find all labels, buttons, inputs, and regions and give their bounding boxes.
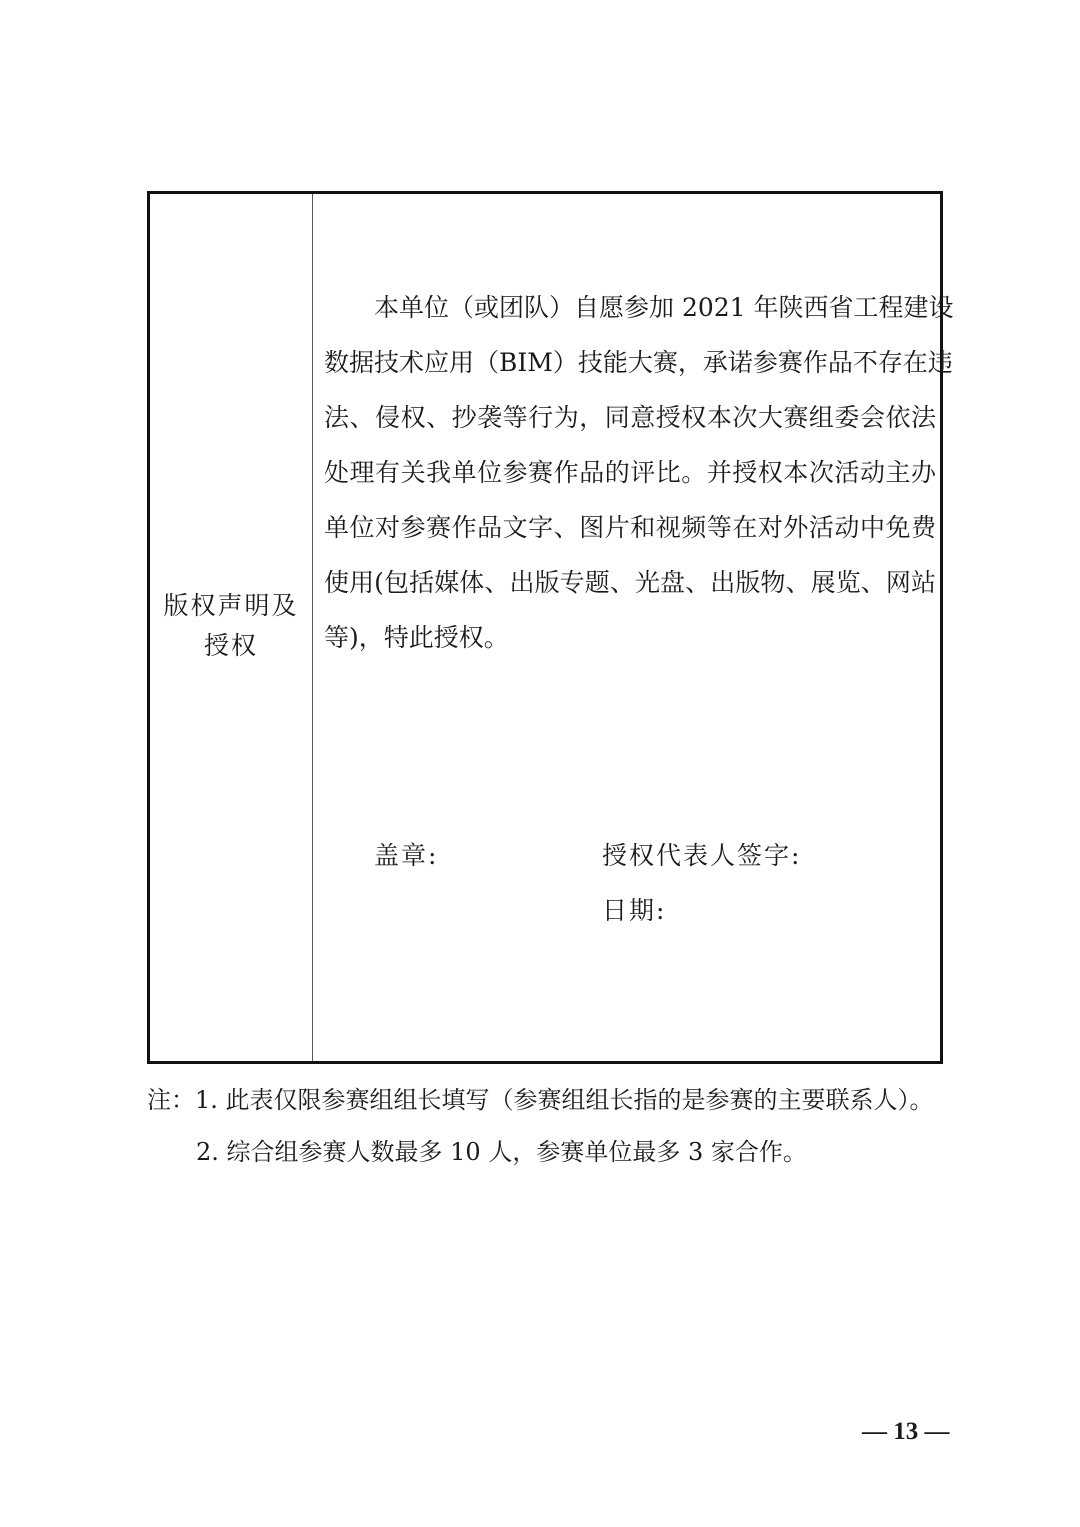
page-number: — 13 — bbox=[862, 1418, 950, 1445]
representative-signature-label: 授权代表人签字: bbox=[602, 841, 802, 870]
row-label-line-2: 授权 bbox=[203, 631, 258, 660]
paragraph-line: 单位对参赛作品文字、图片和视频等在对外活动中免费 bbox=[324, 513, 936, 542]
paragraph-line: 数据技术应用（BIM）技能大赛，承诺参赛作品不存在违 bbox=[324, 348, 953, 377]
date-label: 日期: bbox=[602, 896, 667, 925]
paragraph-line: 使用(包括媒体、出版专题、光盘、出版物、展览、网站 bbox=[324, 568, 936, 597]
row-label-cell bbox=[150, 586, 312, 666]
paragraph-line: 法、侵权、抄袭等行为，同意授权本次大赛组委会依法 bbox=[324, 403, 936, 432]
statement-paragraph bbox=[324, 280, 954, 665]
paragraph-line: 本单位（或团队）自愿参加 2021 年陕西省工程建设 bbox=[374, 293, 954, 322]
paragraph-line: 等)，特此授权。 bbox=[324, 623, 509, 652]
row-label-line-1: 版权声明及 bbox=[163, 591, 299, 620]
authorization-table bbox=[147, 191, 954, 1064]
column-divider bbox=[312, 194, 313, 1061]
seal-label: 盖章: bbox=[374, 841, 439, 870]
note-line-2: 2. 综合组参赛人数最多 10 人，参赛单位最多 3 家合作。 bbox=[196, 1138, 807, 1166]
paragraph-line: 处理有关我单位参赛作品的评比。并授权本次活动主办 bbox=[324, 458, 936, 487]
note-line-1: 注：1. 此表仅限参赛组组长填写（参赛组组长指的是参赛的主要联系人）。 bbox=[147, 1086, 934, 1114]
